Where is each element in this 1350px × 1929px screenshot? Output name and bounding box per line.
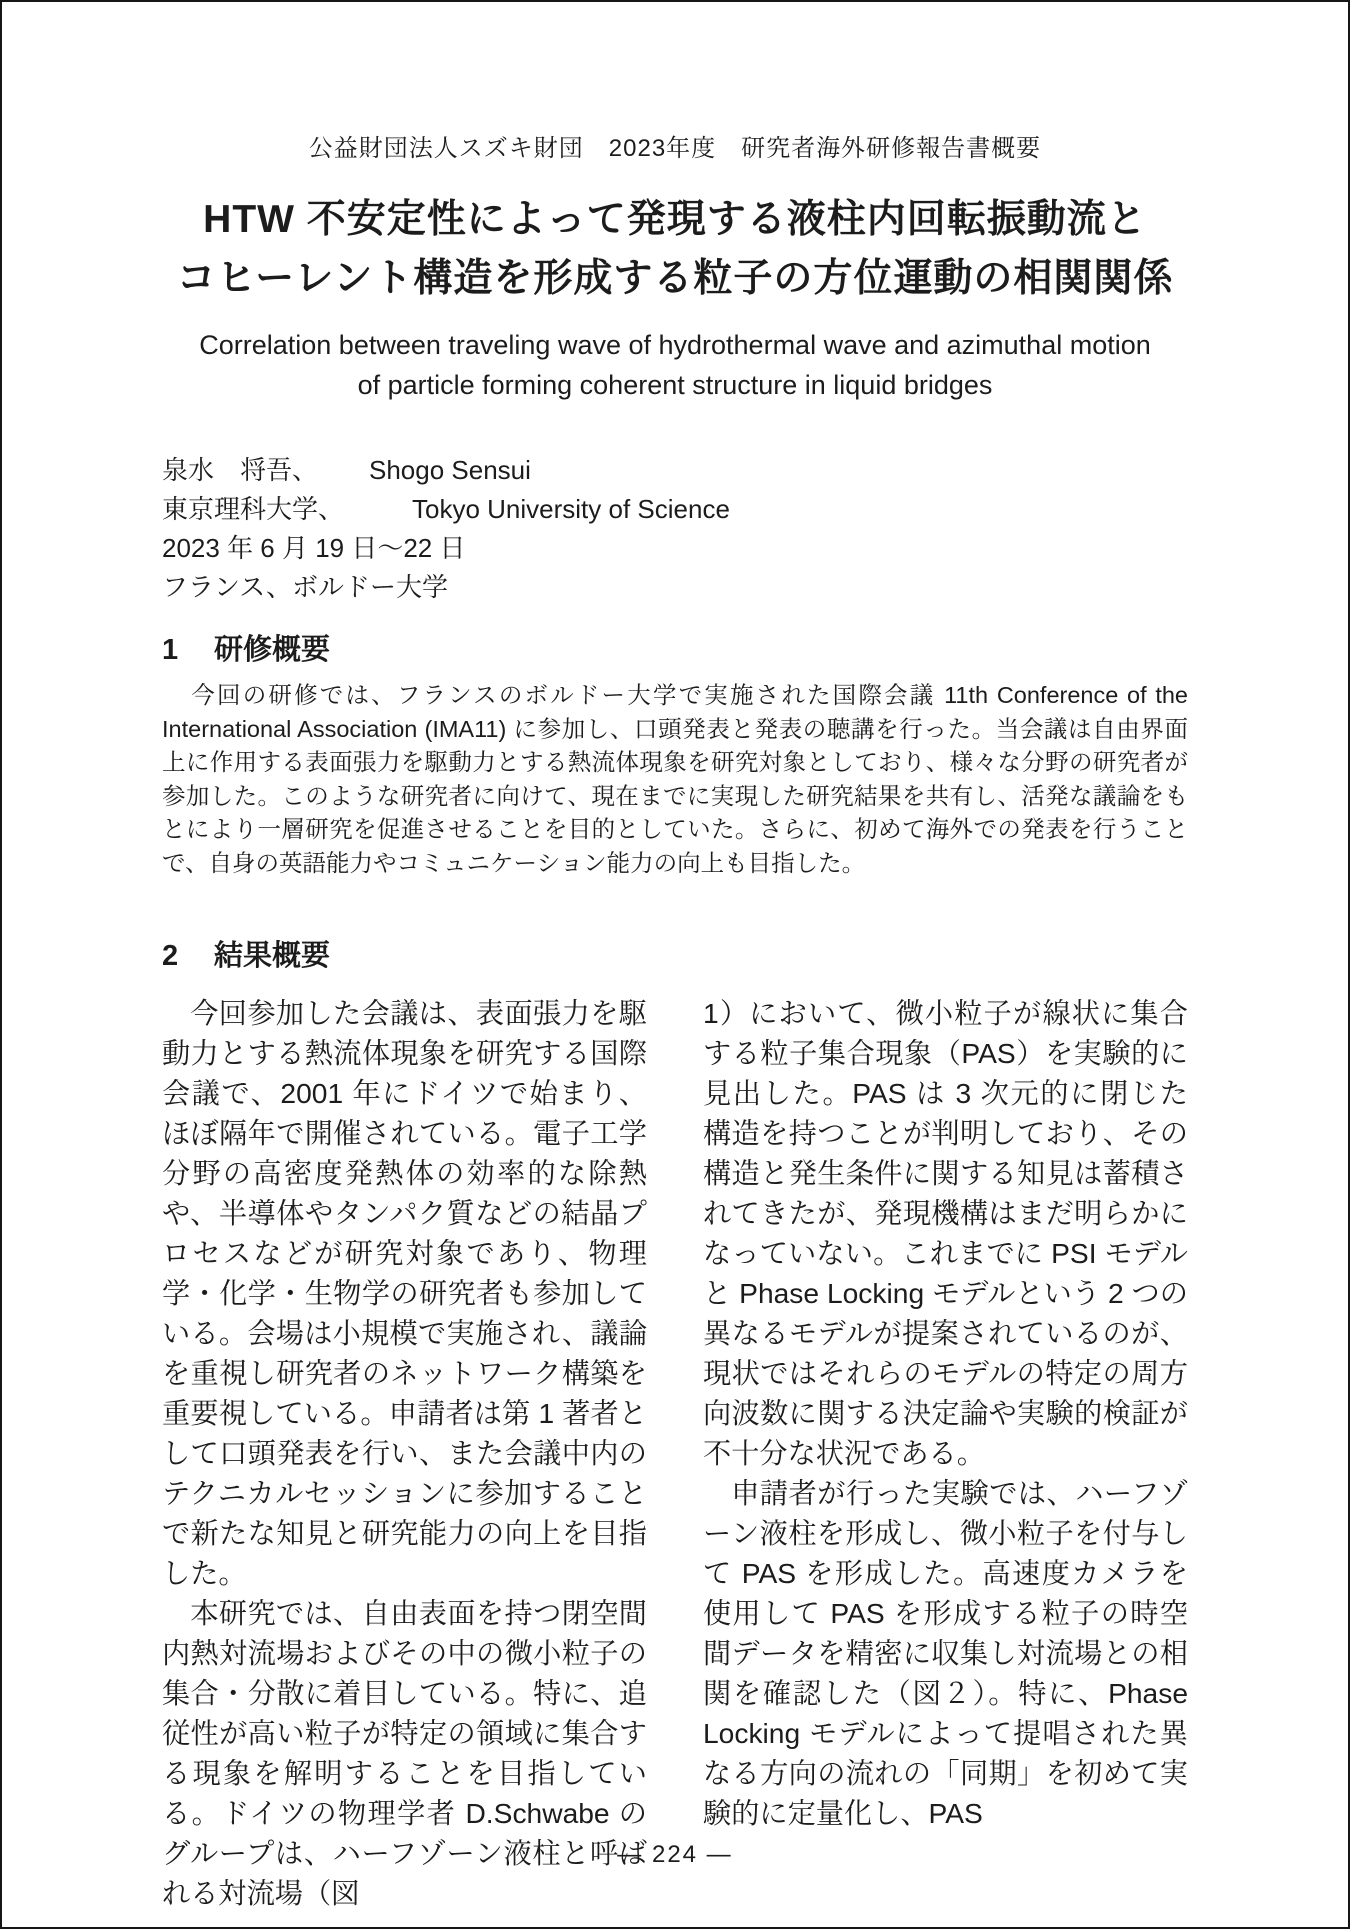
right-column-paragraph-2: 申請者が行った実験では、ハーフゾーン液柱を形成し、微小粒子を付与して PAS を形成した。高速度カメラを使用して PAS を形成する粒子の時空間データを精密に収集し対流場との相関を確認した（図２）。特に、Phase Locking モデルによって提唱された異なる方向の流れの「同期」を初めて実験的に定量化し、PAS bbox=[703, 1476, 1188, 1829]
right-column bbox=[703, 993, 1188, 1913]
author-affiliation-ja: 東京理科大学、 bbox=[162, 494, 345, 524]
section-2-number: 2 bbox=[162, 939, 179, 972]
title-line-2: コヒーレント構造を形成する粒子の方位運動の相関関係 bbox=[176, 257, 1174, 300]
author-name-row bbox=[162, 451, 1188, 490]
left-column-paragraph-2: 本研究では、自由表面を持つ閉空間内熱対流場およびその中の微小粒子の集合・分散に着目している。特に、追従性が高い粒子が特定の領域に集合する現象を解明することを目指している。ドイツの物理学者 D.Schwabe のグループは、ハーフゾーン液柱と呼ばれる対流場（図 bbox=[162, 1596, 647, 1909]
author-name-en: Shogo Sensui bbox=[369, 455, 531, 485]
left-column-paragraph-1: 今回参加した会議は、表面張力を駆動力とする熱流体現象を研究する国際会議で、2001 年にドイツで始まり、ほぼ隔年で開催されている。電子工学分野の高密度発熱体の効率的な除熱や、半導体やタンパク質などの結晶プロセスなどが研究対象であり、物理学・化学・生物学の研究者も参加している。会場は小規模で実施され、議論を重視し研究者のネットワーク構築を重要視している。申請者は第 1 著者として口頭発表を行い、また会議中内のテクニカルセッションに参加することで新たな知見と研究能力の向上を目指した。 bbox=[162, 996, 647, 1589]
subtitle-line-1: Correlation between traveling wave of hydrothermal wave and azimuthal motion bbox=[199, 330, 1151, 360]
page-number: — 224 — bbox=[617, 1841, 733, 1868]
section-1-body: 今回の研修では、フランスのボルドー大学で実施された国際会議 11th Conference of the International Association (IMA11) に参加し、口頭発表と発表の聴講を行った。当会議は自由界面上に作用する表面張力を駆動力とする熱流体現象を研究対象としており、様々な分野の研究者が参加した。このような研究者に向けて、現在までに実現した研究結果を共有し、活発な議論をもとにより一層研究を促進させることを目的としていた。さらに、初めて海外での発表を行うことで、自身の英語能力やコミュニケーション能力の向上も目指した。 bbox=[162, 682, 1188, 876]
author-affiliation-en: Tokyo University of Science bbox=[412, 494, 730, 524]
author-affiliation-row bbox=[162, 490, 1188, 529]
training-place: フランス、ボルドー大学 bbox=[162, 572, 449, 602]
section-1-heading bbox=[162, 631, 1188, 669]
author-block bbox=[162, 451, 1188, 607]
right-column-paragraph-1: 1）において、微小粒子が線状に集合する粒子集合現象（PAS）を実験的に見出した。PAS は 3 次元的に閉じた構造を持つことが判明しており、その構造と発生条件に関する知見は蓄積されてきたが、発現機構はまだ明らかになっていない。これまでに PSI モデルと Phase Locking モデルという 2 つの異なるモデルが提案されているのが、現状ではそれらのモデルの特定の周方向波数に関する決定論や実験的検証が不十分な状況である。 bbox=[703, 996, 1188, 1469]
left-column bbox=[162, 993, 647, 1913]
document-header: 公益財団法人スズキ財団 2023年度 研究者海外研修報告書概要 bbox=[308, 135, 1042, 162]
training-period: 2023 年 6 月 19 日～22 日 bbox=[162, 533, 466, 563]
title-english bbox=[162, 325, 1188, 405]
section-1-number: 1 bbox=[162, 634, 179, 666]
section-2-heading bbox=[162, 937, 1188, 975]
title-japanese bbox=[162, 190, 1188, 308]
two-column-body bbox=[162, 993, 1188, 1913]
section-2-title: 結果概要 bbox=[214, 939, 331, 972]
author-name-ja: 泉水 将吾、 bbox=[162, 455, 319, 485]
subtitle-line-2: of particle forming coherent structure in liquid bridges bbox=[357, 370, 993, 400]
section-1-title: 研修概要 bbox=[214, 634, 331, 666]
title-line-1: HTW 不安定性によって発現する液柱内回転振動流と bbox=[203, 198, 1147, 241]
